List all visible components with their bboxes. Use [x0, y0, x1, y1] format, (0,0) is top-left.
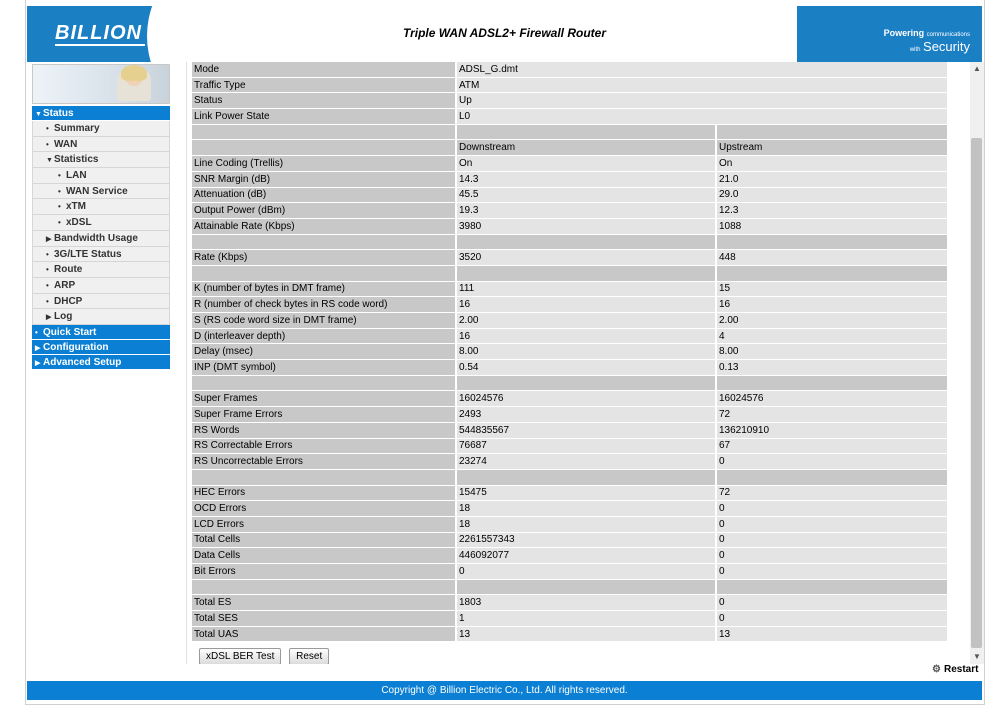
column-header-downstream: Downstream	[457, 140, 717, 156]
table-row	[192, 140, 949, 156]
header-blank-cell	[192, 140, 457, 156]
sidebar-item-label: Statistics	[54, 154, 99, 166]
table-row	[192, 62, 949, 78]
xdsl-ber-test-button[interactable]: xDSL BER Test	[199, 648, 281, 664]
upstream-value: 0	[717, 595, 949, 611]
tagline-with: with	[909, 47, 921, 53]
downstream-value: 18	[457, 517, 717, 533]
sidebar-item-label: Route	[54, 264, 83, 276]
table-row	[192, 93, 949, 109]
scroll-up-arrow-icon[interactable]: ▲	[973, 64, 981, 73]
downstream-value: 0	[457, 564, 717, 580]
column-header-upstream: Upstream	[717, 140, 949, 156]
bullet-icon: •	[46, 296, 49, 306]
separator-row	[192, 376, 949, 392]
separator-cell	[192, 376, 457, 392]
table-row	[192, 297, 949, 313]
caret-right-icon: ▶	[46, 235, 52, 243]
row-label: S (RS code word size in DMT frame)	[192, 313, 457, 329]
sidebar-item-xtm[interactable]	[32, 199, 170, 215]
row-label: Link Power State	[192, 109, 457, 125]
vertical-scrollbar[interactable]	[970, 62, 984, 664]
upstream-value: 16	[717, 297, 949, 313]
row-label: Attainable Rate (Kbps)	[192, 219, 457, 235]
table-row	[192, 564, 949, 580]
table-row	[192, 78, 949, 94]
separator-cell	[192, 580, 457, 596]
downstream-value: 0.54	[457, 360, 717, 376]
upstream-value: 67	[717, 439, 949, 455]
table-row	[192, 203, 949, 219]
restart-label: Restart	[943, 664, 979, 675]
table-row	[192, 501, 949, 517]
table-row	[192, 282, 949, 298]
upstream-value: 136210910	[717, 423, 949, 439]
caret-down-icon: ▼	[46, 157, 53, 165]
downstream-value: 111	[457, 282, 717, 298]
bullet-icon: •	[46, 280, 49, 290]
downstream-value: 2261557343	[457, 533, 717, 549]
separator-cell	[717, 470, 949, 486]
bullet-icon: •	[58, 202, 61, 212]
downstream-value: 23274	[457, 454, 717, 470]
upstream-value: 15	[717, 282, 949, 298]
separator-cell	[457, 470, 717, 486]
person-hair	[121, 65, 147, 81]
row-label: Total UAS	[192, 627, 457, 643]
row-label: LCD Errors	[192, 517, 457, 533]
row-value: L0	[457, 109, 949, 125]
caret-right-icon: ▶	[46, 314, 52, 322]
upstream-value: 16024576	[717, 391, 949, 407]
sidebar-photo	[32, 64, 170, 104]
table-row	[192, 595, 949, 611]
sidebar-item-label: xDSL	[66, 217, 92, 229]
upstream-value: 0.13	[717, 360, 949, 376]
row-label: RS Uncorrectable Errors	[192, 454, 457, 470]
downstream-value: 8.00	[457, 344, 717, 360]
separator-cell	[717, 580, 949, 596]
table-row	[192, 611, 949, 627]
sidebar-item-label: ARP	[54, 279, 76, 291]
separator-cell	[717, 125, 949, 141]
sidebar-item-label: Bandwidth Usage	[54, 232, 138, 244]
copyright-text: Copyright @ Billion Electric Co., Ltd. All rights reserved.	[381, 685, 628, 696]
sidebar-item-label: WAN	[54, 138, 78, 150]
row-label: Traffic Type	[192, 78, 457, 94]
row-label: Output Power (dBm)	[192, 203, 457, 219]
bullet-icon: •	[58, 171, 61, 181]
row-label: RS Words	[192, 423, 457, 439]
sidebar-item-lte-status[interactable]	[32, 247, 170, 263]
row-label: Rate (Kbps)	[192, 250, 457, 266]
upstream-value: 0	[717, 548, 949, 564]
bullet-icon: •	[46, 265, 49, 275]
sidebar-item-label: Log	[54, 311, 73, 323]
restart-icon: ⚙	[932, 664, 941, 675]
sidebar-item-label: Status	[43, 108, 74, 119]
downstream-value: 76687	[457, 439, 717, 455]
row-label: D (interleaver depth)	[192, 329, 457, 345]
downstream-value: 2493	[457, 407, 717, 423]
upstream-value: 0	[717, 564, 949, 580]
separator-cell	[192, 125, 457, 141]
row-label: Data Cells	[192, 548, 457, 564]
separator-row	[192, 235, 949, 251]
upstream-value: 448	[717, 250, 949, 266]
table-row	[192, 360, 949, 376]
sidebar-item-arp[interactable]	[32, 278, 170, 294]
sidebar-item-wan-service[interactable]	[32, 184, 170, 200]
separator-cell	[457, 580, 717, 596]
row-label: Bit Errors	[192, 564, 457, 580]
upstream-value: 29.0	[717, 188, 949, 204]
sidebar-item-label: xTM	[66, 201, 86, 213]
downstream-value: On	[457, 156, 717, 172]
row-label: R (number of check bytes in RS code word)	[192, 297, 457, 313]
downstream-value: 446092077	[457, 548, 717, 564]
reset-button[interactable]: Reset	[289, 648, 329, 664]
button-bar	[199, 648, 334, 664]
upstream-value: 0	[717, 501, 949, 517]
caret-right-icon: ▶	[35, 344, 41, 352]
sidebar-item-quick-start[interactable]	[32, 325, 170, 340]
sidebar-item-advanced-setup[interactable]	[32, 355, 170, 370]
tagline	[884, 28, 970, 56]
sidebar-item-label: WAN Service	[66, 185, 128, 197]
row-label: Delay (msec)	[192, 344, 457, 360]
sidebar-item-label: DHCP	[54, 295, 83, 307]
upstream-value: 4	[717, 329, 949, 345]
separator-cell	[457, 235, 717, 251]
downstream-value: 15475	[457, 486, 717, 502]
bullet-icon: •	[46, 124, 49, 133]
separator-cell	[717, 266, 949, 282]
separator-row	[192, 580, 949, 596]
table-row	[192, 517, 949, 533]
row-label: HEC Errors	[192, 486, 457, 502]
downstream-value: 18	[457, 501, 717, 517]
separator-cell	[457, 266, 717, 282]
row-value: Up	[457, 93, 949, 109]
sidebar-item-summary[interactable]	[32, 121, 170, 137]
separator-row	[192, 470, 949, 486]
upstream-value: 0	[717, 517, 949, 533]
table-row	[192, 439, 949, 455]
sidebar-item-dhcp[interactable]	[32, 294, 170, 310]
downstream-value: 19.3	[457, 203, 717, 219]
sidebar-item-wan[interactable]	[32, 137, 170, 153]
sidebar-item-label: LAN	[66, 170, 87, 182]
table-row	[192, 156, 949, 172]
upstream-value: 0	[717, 454, 949, 470]
sidebar-item-lan[interactable]	[32, 168, 170, 184]
downstream-value: 3520	[457, 250, 717, 266]
upstream-value: 72	[717, 407, 949, 423]
row-label: Mode	[192, 62, 457, 78]
downstream-value: 13	[457, 627, 717, 643]
downstream-value: 45.5	[457, 188, 717, 204]
xdsl-statistics-table	[192, 62, 949, 642]
table-row	[192, 407, 949, 423]
row-label: K (number of bytes in DMT frame)	[192, 282, 457, 298]
sidebar	[32, 64, 170, 370]
sidebar-item-status[interactable]	[32, 106, 170, 121]
row-label: Total SES	[192, 611, 457, 627]
caret-down-icon: ▼	[35, 111, 42, 118]
upstream-value: 72	[717, 486, 949, 502]
separator-cell	[717, 376, 949, 392]
table-row	[192, 627, 949, 643]
tagline-communications: communications	[926, 32, 970, 38]
row-label: Status	[192, 93, 457, 109]
tagline-security: Security	[923, 39, 970, 54]
sidebar-item-label: Configuration	[43, 341, 109, 353]
upstream-value: 0	[717, 533, 949, 549]
downstream-value: 14.3	[457, 172, 717, 188]
downstream-value: 1	[457, 611, 717, 627]
upstream-value: 12.3	[717, 203, 949, 219]
sidebar-item-route[interactable]	[32, 262, 170, 278]
downstream-value: 1803	[457, 595, 717, 611]
table-row	[192, 188, 949, 204]
restart-link[interactable]	[932, 664, 978, 675]
separator-cell	[192, 266, 457, 282]
upstream-value: 8.00	[717, 344, 949, 360]
caret-right-icon: ▶	[35, 359, 41, 367]
sidebar-item-configuration[interactable]	[32, 340, 170, 355]
row-label: Super Frame Errors	[192, 407, 457, 423]
row-label: Super Frames	[192, 391, 457, 407]
table-row	[192, 219, 949, 235]
table-row	[192, 391, 949, 407]
downstream-value: 544835567	[457, 423, 717, 439]
sidebar-item-label: Summary	[54, 123, 100, 134]
table-row	[192, 344, 949, 360]
separator-cell	[457, 376, 717, 392]
bullet-icon: •	[58, 186, 61, 196]
sidebar-item-label: Advanced Setup	[43, 356, 122, 368]
row-label: Total Cells	[192, 533, 457, 549]
separator-cell	[457, 125, 717, 141]
downstream-value: 16	[457, 297, 717, 313]
upstream-value: 1088	[717, 219, 949, 235]
row-value: ADSL_G.dmt	[457, 62, 949, 78]
row-value: ATM	[457, 78, 949, 94]
table-row	[192, 548, 949, 564]
page-title: Triple WAN ADSL2+ Firewall Router	[402, 26, 607, 40]
separator-row	[192, 266, 949, 282]
sidebar-item-label: Quick Start	[43, 326, 97, 338]
table-row	[192, 486, 949, 502]
sidebar-item-bandwidth-usage[interactable]	[32, 231, 170, 247]
scroll-down-arrow-icon[interactable]: ▼	[973, 652, 981, 661]
upstream-value: 13	[717, 627, 949, 643]
table-row	[192, 172, 949, 188]
header-banner	[27, 6, 982, 62]
sidebar-item-statistics[interactable]	[32, 152, 170, 168]
row-label: Attenuation (dB)	[192, 188, 457, 204]
tagline-powering: Powering	[883, 28, 925, 38]
sidebar-item-xdsl[interactable]	[32, 215, 170, 231]
downstream-value: 2.00	[457, 313, 717, 329]
downstream-value: 16024576	[457, 391, 717, 407]
separator-cell	[192, 235, 457, 251]
table-row	[192, 329, 949, 345]
bullet-icon: •	[58, 218, 61, 228]
upstream-value: On	[717, 156, 949, 172]
upstream-value: 2.00	[717, 313, 949, 329]
table-row	[192, 109, 949, 125]
sidebar-item-label: 3G/LTE Status	[54, 248, 122, 260]
table-row	[192, 250, 949, 266]
table-row	[192, 423, 949, 439]
main-content	[186, 62, 970, 664]
footer	[27, 681, 982, 700]
row-label: RS Correctable Errors	[192, 439, 457, 455]
logo-underline	[55, 44, 145, 46]
separator-cell	[192, 470, 457, 486]
bullet-icon: •	[46, 249, 49, 259]
downstream-value: 16	[457, 329, 717, 345]
upstream-value: 0	[717, 611, 949, 627]
upstream-value: 21.0	[717, 172, 949, 188]
row-label: SNR Margin (dB)	[192, 172, 457, 188]
billion-logo: BILLION	[55, 22, 142, 44]
sidebar-item-log[interactable]	[32, 309, 170, 325]
downstream-value: 3980	[457, 219, 717, 235]
scrollbar-thumb[interactable]	[971, 138, 982, 648]
separator-cell	[717, 235, 949, 251]
table-row	[192, 454, 949, 470]
table-row	[192, 313, 949, 329]
bullet-icon: •	[46, 139, 49, 149]
table-row	[192, 533, 949, 549]
bullet-icon: •	[35, 327, 38, 337]
row-label: INP (DMT symbol)	[192, 360, 457, 376]
row-label: OCD Errors	[192, 501, 457, 517]
row-label: Line Coding (Trellis)	[192, 156, 457, 172]
separator-row	[192, 125, 949, 141]
row-label: Total ES	[192, 595, 457, 611]
